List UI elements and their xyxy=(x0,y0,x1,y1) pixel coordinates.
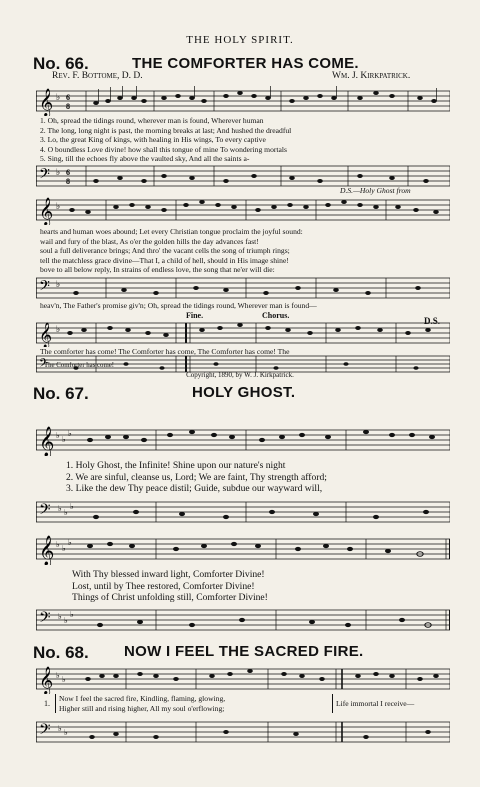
svg-text:♭: ♭ xyxy=(70,502,74,511)
svg-text:8: 8 xyxy=(66,102,70,111)
verse-line: 1. Holy Ghost, the Infinite! Shine upon our nature's night xyxy=(66,460,286,471)
hymn-68-verses xyxy=(55,694,333,713)
verse-line: soul a full deliverance brings; And thro' the vacant cells the song of triumph rings; xyxy=(40,246,290,256)
hymn-66-chorus-line-2 xyxy=(44,362,114,370)
ds-marker: D.S. xyxy=(424,316,441,326)
hymn-68-continuation: Life immortal I receive— xyxy=(336,699,415,708)
svg-text:𝄢: 𝄢 xyxy=(39,357,49,373)
hymn-67-title: HOLY GHOST. xyxy=(192,384,296,401)
copyright-notice: Copyright, 1890, by W. J. Kirkpatrick. xyxy=(186,371,294,379)
hymn-68-number: No. 68. xyxy=(33,643,89,662)
staff-hymn-68-treble xyxy=(36,664,450,694)
svg-text:♭: ♭ xyxy=(64,728,68,737)
svg-text:♭: ♭ xyxy=(62,544,66,553)
svg-text:𝄢: 𝄢 xyxy=(39,278,50,298)
verse-line: 2. We are sinful, cleanse us, Lord; We are faint, Thy strength afford; xyxy=(66,471,327,483)
svg-text:♭: ♭ xyxy=(64,508,68,517)
svg-text:𝄞: 𝄞 xyxy=(39,88,54,116)
svg-text:♭: ♭ xyxy=(58,612,62,621)
svg-text:𝄢: 𝄢 xyxy=(39,721,51,742)
svg-text:𝄞: 𝄞 xyxy=(39,197,54,225)
staff-system-2-treble xyxy=(36,195,450,225)
staff-system-1-treble xyxy=(36,86,450,116)
verse-line: heav'n, The Father's promise giv'n; Oh, spread the tidings round, Wherever man is found— xyxy=(40,301,317,310)
svg-text:♭: ♭ xyxy=(56,325,61,335)
svg-text:𝄢: 𝄢 xyxy=(39,609,51,630)
svg-text:♭: ♭ xyxy=(62,675,66,684)
svg-text:♭: ♭ xyxy=(58,724,62,733)
verse-line: tell the matchless grace divine—That I, a child of hell, should in His image shine! xyxy=(40,255,289,265)
verse-line: Now I feel the sacred fire, Kindling, flaming, glowing, xyxy=(59,694,226,703)
hymn-67-number: No. 67. xyxy=(33,384,89,403)
svg-text:𝄢: 𝄢 xyxy=(39,166,50,186)
hymn-66-title: THE COMFORTER HAS COME. xyxy=(132,55,359,72)
svg-text:♭: ♭ xyxy=(56,671,60,680)
chorus-marker: Chorus. xyxy=(262,311,290,320)
chorus-line: The Comforter has come! xyxy=(44,362,115,369)
svg-text:♭: ♭ xyxy=(62,435,66,444)
staff-hymn-67-system-1-treble xyxy=(36,424,450,456)
staff-system-3-treble xyxy=(36,319,450,347)
svg-text:♭: ♭ xyxy=(56,280,61,290)
svg-text:♭: ♭ xyxy=(56,202,61,212)
svg-text:𝄞: 𝄞 xyxy=(39,323,53,347)
chorus-line: The comforter has come! The Comforter has come, The Comforter has come! The xyxy=(40,347,290,356)
verse-line: Things of Christ unfolding still, Comforter Divine! xyxy=(72,592,268,603)
verse-line: Higher still and rising higher, All my soul o'erflowing; xyxy=(59,703,225,713)
hymn-66-words-credit: Rev. F. Bottome, D. D. xyxy=(52,71,143,81)
verse-line: 2. The long, long night is past, the morning breaks at last; And hushed the dreadful xyxy=(40,125,292,135)
hymn-66-ds-line xyxy=(40,301,448,311)
ds-label: D.S.—Holy Ghost from xyxy=(340,186,411,195)
svg-text:♭: ♭ xyxy=(56,93,61,103)
verse-line: bove to all below reply, In strains of endless love, the song that ne'er will die: xyxy=(40,265,275,275)
verse-line: 3. Like the dew Thy peace distil; Guide, subdue our wayward will, xyxy=(66,483,323,494)
hymn-66-verses-part-b xyxy=(40,227,448,275)
verse-line: 1. Oh, spread the tidings round, wherever man is found, Wherever human xyxy=(40,116,264,125)
svg-text:6: 6 xyxy=(66,93,70,102)
verse-line: 4. O boundless Love divine! how shall this tongue of mine To wondering mortals xyxy=(40,144,287,154)
svg-text:♭: ♭ xyxy=(58,504,62,513)
running-head: THE HOLY SPIRIT. xyxy=(186,34,294,46)
verse-line: Lost, until by Thee restored, Comforter Divine! xyxy=(72,580,255,592)
staff-hymn-67-system-2-bass xyxy=(36,605,450,635)
svg-text:♭: ♭ xyxy=(68,429,72,438)
hymn-68-verse-number: 1. xyxy=(44,699,50,708)
staff-hymn-67-system-2-treble xyxy=(36,533,450,565)
hymn-67-verses-part-b xyxy=(72,569,442,604)
hymn-66-verses-part-a xyxy=(40,116,448,164)
hymn-66-music-credit: Wm. J. Kirkpatrick. xyxy=(332,71,411,81)
staff-hymn-67-system-1-bass xyxy=(36,497,450,527)
hymn-67-verses-part-a xyxy=(66,460,446,495)
verse-line: With Thy blessed inward light, Comforter Divine! xyxy=(72,569,265,580)
svg-text:♭: ♭ xyxy=(56,431,60,440)
staff-hymn-68-bass xyxy=(36,717,450,747)
svg-text:𝄞: 𝄞 xyxy=(39,536,55,565)
fine-marker: Fine. xyxy=(186,311,204,320)
svg-text:𝄞: 𝄞 xyxy=(39,666,54,694)
svg-text:6: 6 xyxy=(66,168,70,177)
hymn-66-number: No. 66. xyxy=(33,54,89,73)
hymn-68-title: NOW I FEEL THE SACRED FIRE. xyxy=(124,643,364,660)
svg-text:𝄢: 𝄢 xyxy=(39,501,51,522)
svg-text:♭: ♭ xyxy=(64,616,68,625)
verse-line: wail and fury of the blast, As o'er the golden hills the day advances fast! xyxy=(40,236,259,246)
svg-text:♭: ♭ xyxy=(70,610,74,619)
verse-line: hearts and human woes abound; Let every Christian tongue proclaim the joyful sound: xyxy=(40,227,303,236)
verse-line: 3. Lo, the great King of kings, with healing in His wings, To every captive xyxy=(40,135,266,145)
svg-text:♭: ♭ xyxy=(56,540,60,549)
staff-system-2-bass xyxy=(36,274,450,302)
svg-text:8: 8 xyxy=(66,177,70,186)
svg-text:♭: ♭ xyxy=(68,538,72,547)
verse-line: 5. Sing, till the echoes fly above the vaulted sky, And all the saints a- xyxy=(40,154,250,164)
svg-text:♭: ♭ xyxy=(56,168,61,178)
svg-text:𝄞: 𝄞 xyxy=(39,427,55,456)
